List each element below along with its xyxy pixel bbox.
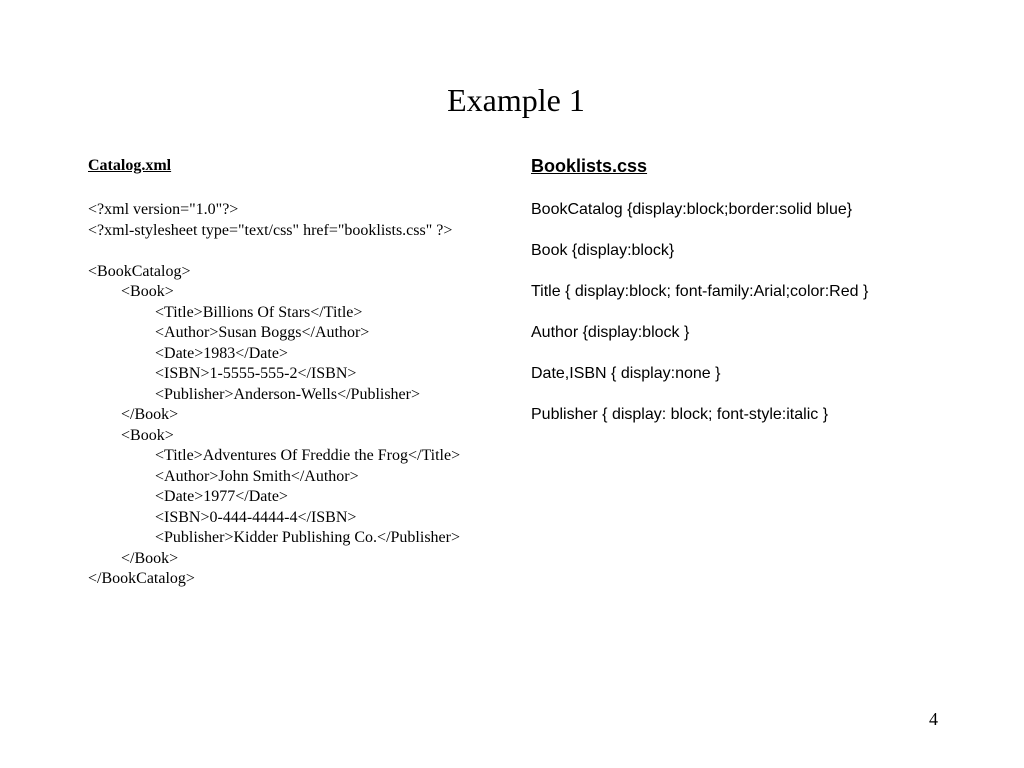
- css-rule: Publisher { display: block; font-style:italic }: [531, 406, 829, 423]
- page-number: 4: [929, 709, 938, 729]
- xml-line: <Title>Adventures Of Freddie the Frog</Title>: [155, 447, 461, 464]
- xml-line: </Book>: [121, 406, 179, 423]
- xml-line: <ISBN>1-5555-555-2</ISBN>: [155, 365, 357, 382]
- css-panel-heading: Booklists.css: [531, 156, 648, 176]
- xml-line: <BookCatalog>: [88, 262, 191, 280]
- xml-blank-line: [88, 241, 508, 262]
- xml-line: <Book>: [121, 283, 174, 300]
- xml-line: <Author>John Smith</Author>: [155, 467, 359, 485]
- xml-line: <?xml-stylesheet type="text/css" href="booklists.css" ?>: [88, 221, 453, 239]
- xml-line: <Publisher>Anderson-Wells</Publisher>: [155, 385, 421, 403]
- xml-line: <?xml version="1.0"?>: [88, 201, 239, 218]
- xml-panel: [88, 154, 508, 590]
- xml-panel-heading: Catalog.xml: [88, 157, 172, 174]
- css-rule: Title { display:block; font-family:Arial;color:Red }: [531, 283, 869, 300]
- css-rule: Author {display:block }: [531, 324, 690, 341]
- xml-line: <Date>1983</Date>: [155, 344, 288, 362]
- slide-title: Example 1: [447, 82, 585, 118]
- css-rule: Book {display:block}: [531, 242, 675, 259]
- xml-line: <ISBN>0-444-4444-4</ISBN>: [155, 508, 357, 526]
- xml-line: </Book>: [121, 549, 179, 567]
- css-rule: BookCatalog {display:block;border:solid blue}: [531, 201, 853, 218]
- xml-line: <Date>1977</Date>: [155, 488, 288, 505]
- xml-line: <Author>Susan Boggs</Author>: [155, 324, 370, 341]
- css-rule: Date,ISBN { display:none }: [531, 365, 721, 382]
- css-panel: [531, 154, 1011, 446]
- xml-line: <Title>Billions Of Stars</Title>: [155, 303, 363, 321]
- xml-line: <Book>: [121, 426, 174, 444]
- xml-line: </BookCatalog>: [88, 570, 195, 587]
- xml-line: <Publisher>Kidder Publishing Co.</Publisher>: [155, 529, 460, 546]
